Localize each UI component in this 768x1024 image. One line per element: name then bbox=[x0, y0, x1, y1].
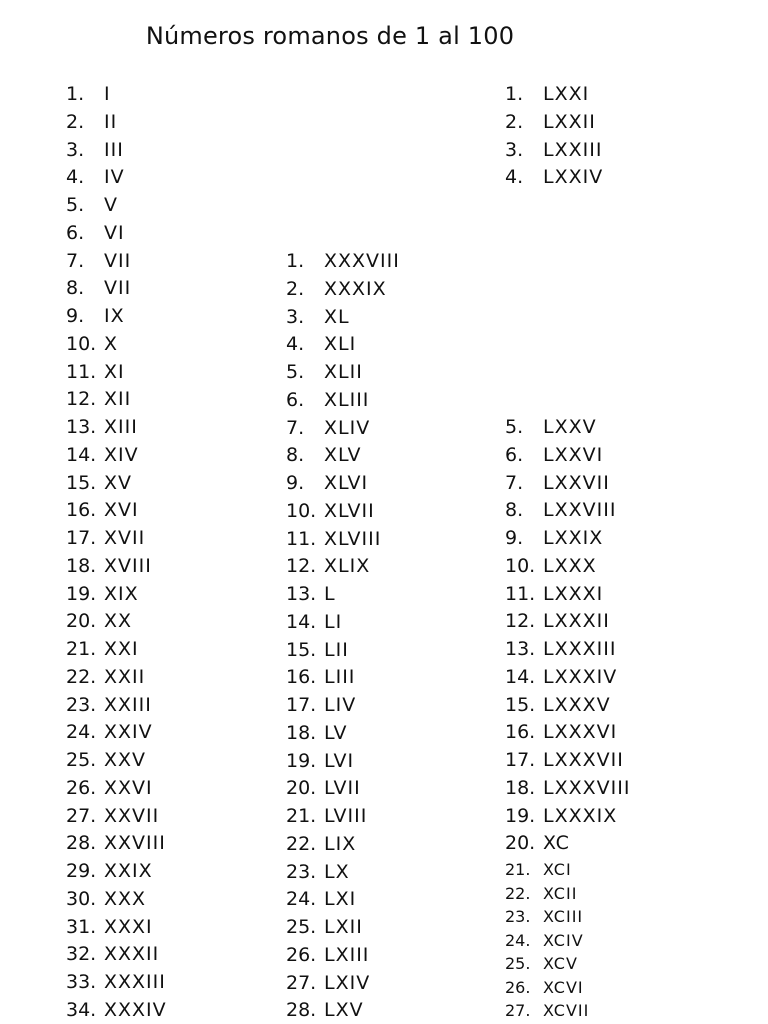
roman-numeral: XC bbox=[543, 832, 570, 855]
roman-numeral: XXXIX bbox=[324, 277, 387, 300]
list-item bbox=[286, 941, 369, 969]
roman-numeral: LXV bbox=[324, 999, 364, 1022]
list-item bbox=[505, 999, 589, 1022]
list-item bbox=[286, 552, 370, 580]
item-number: 23. bbox=[505, 907, 531, 926]
list-item bbox=[66, 163, 125, 191]
list-item bbox=[286, 636, 349, 664]
list-item bbox=[66, 635, 139, 663]
roman-numeral: XLIX bbox=[324, 555, 371, 578]
item-number: 19. bbox=[66, 582, 97, 605]
list-item bbox=[286, 386, 369, 414]
roman-numeral: LVIII bbox=[324, 805, 368, 827]
list-item bbox=[505, 718, 617, 746]
item-number: 16. bbox=[286, 666, 317, 689]
list-item bbox=[66, 774, 153, 802]
roman-numeral: VII bbox=[104, 277, 132, 300]
roman-numeral: LXXX bbox=[543, 554, 597, 577]
list-item bbox=[286, 885, 356, 913]
roman-numeral: XXIV bbox=[104, 721, 153, 744]
list-item bbox=[66, 247, 131, 275]
roman-numeral: LXXVIII bbox=[543, 499, 617, 522]
roman-numeral: LXXIV bbox=[543, 166, 604, 189]
list-item bbox=[505, 108, 596, 136]
item-number: 16. bbox=[505, 721, 536, 744]
list-item bbox=[66, 496, 139, 524]
list-item bbox=[66, 191, 118, 219]
roman-numeral: VII bbox=[104, 249, 132, 272]
roman-numeral: LXXV bbox=[543, 416, 597, 438]
item-number: 8. bbox=[66, 277, 85, 300]
list-item bbox=[505, 952, 578, 975]
item-number: 6. bbox=[286, 388, 305, 411]
list-item bbox=[505, 580, 603, 608]
roman-numeral: LVII bbox=[324, 777, 361, 800]
item-number: 7. bbox=[505, 471, 524, 494]
roman-numeral: XLVIII bbox=[324, 527, 382, 550]
item-number: 18. bbox=[286, 721, 317, 744]
item-number: 34. bbox=[66, 998, 97, 1021]
roman-numeral: LIX bbox=[324, 832, 357, 855]
item-number: 6. bbox=[505, 443, 524, 466]
roman-numeral: LVI bbox=[324, 749, 355, 772]
item-number: 10. bbox=[66, 332, 97, 355]
item-number: 13. bbox=[66, 416, 97, 438]
roman-numeral: XXX bbox=[104, 887, 147, 910]
item-number: 30. bbox=[66, 887, 97, 910]
roman-numeral: III bbox=[104, 138, 124, 161]
roman-numeral: XXI bbox=[104, 638, 139, 660]
item-number: 1. bbox=[286, 250, 305, 272]
roman-numeral: II bbox=[104, 110, 118, 133]
item-number: 29. bbox=[66, 860, 97, 882]
roman-numeral: XL bbox=[324, 305, 350, 328]
list-item bbox=[66, 940, 159, 968]
item-number: 32. bbox=[66, 943, 97, 966]
item-number: 15. bbox=[286, 638, 317, 661]
item-number: 7. bbox=[66, 249, 85, 272]
list-item bbox=[505, 80, 589, 108]
list-item bbox=[66, 829, 166, 857]
list-item bbox=[66, 580, 139, 608]
item-number: 12. bbox=[66, 388, 97, 411]
list-item bbox=[505, 858, 572, 881]
roman-numeral: X bbox=[104, 332, 119, 355]
roman-numeral: LII bbox=[324, 638, 349, 661]
roman-numeral: LXXXIII bbox=[543, 638, 617, 660]
item-number: 9. bbox=[505, 527, 524, 549]
item-number: 4. bbox=[505, 166, 524, 189]
list-item bbox=[286, 858, 350, 886]
item-number: 4. bbox=[286, 333, 305, 356]
item-number: 24. bbox=[286, 888, 317, 911]
roman-numeral: IX bbox=[104, 305, 125, 327]
roman-numeral: LXXXV bbox=[543, 693, 611, 716]
list-item bbox=[286, 719, 348, 747]
list-item bbox=[505, 469, 610, 497]
item-number: 13. bbox=[505, 638, 536, 660]
list-item bbox=[66, 718, 153, 746]
roman-numeral: XLIV bbox=[324, 416, 371, 439]
list-item bbox=[66, 469, 132, 497]
item-number: 25. bbox=[505, 954, 531, 973]
item-number: 17. bbox=[66, 527, 97, 549]
list-item bbox=[66, 607, 132, 635]
item-number: 23. bbox=[286, 860, 317, 883]
list-item bbox=[66, 413, 138, 441]
roman-numeral: XLVII bbox=[324, 499, 375, 522]
item-number: 14. bbox=[286, 610, 317, 633]
roman-numeral: XCV bbox=[543, 954, 578, 973]
list-item bbox=[505, 976, 584, 999]
roman-numeral: LV bbox=[324, 721, 348, 744]
list-item bbox=[286, 663, 355, 691]
roman-numeral: XCVI bbox=[543, 977, 584, 997]
list-item bbox=[66, 885, 146, 913]
list-item bbox=[505, 441, 603, 469]
list-item bbox=[66, 330, 118, 358]
item-number: 22. bbox=[286, 832, 317, 855]
list-item bbox=[505, 663, 617, 691]
roman-numeral: XLI bbox=[324, 333, 357, 356]
roman-numeral: XXVII bbox=[104, 804, 160, 827]
list-item bbox=[286, 358, 363, 386]
roman-numeral: XLII bbox=[324, 361, 363, 383]
item-number: 22. bbox=[505, 883, 531, 903]
item-number: 5. bbox=[286, 361, 305, 383]
list-item bbox=[66, 441, 139, 469]
item-number: 28. bbox=[66, 832, 97, 855]
list-item bbox=[66, 663, 145, 691]
roman-numeral: LXXXII bbox=[543, 610, 610, 633]
item-number: 11. bbox=[286, 527, 317, 550]
roman-numeral: XCI bbox=[543, 860, 572, 879]
item-number: 1. bbox=[505, 83, 524, 105]
item-number: 10. bbox=[505, 554, 536, 577]
roman-numeral: LXXII bbox=[543, 110, 596, 133]
list-item bbox=[505, 635, 616, 663]
item-number: 9. bbox=[66, 305, 85, 327]
roman-numeral: XXIII bbox=[104, 693, 152, 716]
item-number: 6. bbox=[66, 221, 85, 244]
list-item bbox=[505, 413, 597, 441]
item-number: 25. bbox=[66, 749, 97, 771]
list-item bbox=[286, 608, 342, 636]
roman-numeral: LXXI bbox=[543, 83, 590, 105]
list-item bbox=[66, 913, 153, 941]
roman-numeral: LXI bbox=[324, 888, 357, 911]
roman-numeral: XIV bbox=[104, 443, 139, 466]
item-number: 11. bbox=[66, 360, 97, 383]
list-item bbox=[505, 774, 630, 802]
list-item bbox=[286, 330, 356, 358]
item-number: 8. bbox=[286, 444, 305, 467]
roman-numeral: XLVI bbox=[324, 472, 369, 494]
list-item bbox=[66, 80, 111, 108]
roman-numeral: XVII bbox=[104, 527, 146, 549]
item-number: 9. bbox=[286, 472, 305, 494]
item-number: 4. bbox=[66, 166, 85, 189]
item-number: 23. bbox=[66, 693, 97, 716]
item-number: 12. bbox=[505, 610, 536, 633]
list-item bbox=[66, 136, 124, 164]
list-item bbox=[505, 829, 570, 857]
roman-numeral: LXXXVI bbox=[543, 721, 618, 744]
roman-numeral: XXXIII bbox=[104, 971, 166, 993]
item-number: 17. bbox=[286, 694, 317, 716]
roman-numeral: LXXVI bbox=[543, 443, 604, 466]
roman-numeral: XCIV bbox=[543, 930, 584, 950]
item-number: 20. bbox=[66, 610, 97, 633]
list-item bbox=[66, 802, 159, 830]
list-item bbox=[66, 524, 145, 552]
roman-numeral: LXXVII bbox=[543, 471, 610, 494]
list-item bbox=[66, 385, 131, 413]
item-number: 2. bbox=[66, 110, 85, 133]
roman-numeral: XXV bbox=[104, 749, 147, 771]
roman-numeral: XCIII bbox=[543, 907, 584, 926]
list-item bbox=[66, 857, 153, 885]
item-number: 15. bbox=[66, 471, 97, 494]
list-item bbox=[286, 497, 375, 525]
roman-numeral: LXXXIV bbox=[543, 665, 618, 688]
list-item bbox=[286, 830, 356, 858]
item-number: 8. bbox=[505, 499, 524, 522]
item-number: 15. bbox=[505, 693, 536, 716]
list-item bbox=[505, 607, 610, 635]
item-number: 10. bbox=[286, 499, 317, 522]
item-number: 27. bbox=[66, 804, 97, 827]
roman-numeral: LXIV bbox=[324, 971, 371, 994]
list-item bbox=[286, 441, 362, 469]
list-item bbox=[286, 996, 364, 1024]
list-item bbox=[505, 136, 602, 164]
roman-numeral: XCVII bbox=[543, 1001, 590, 1020]
item-number: 26. bbox=[66, 776, 97, 799]
list-item bbox=[66, 358, 125, 386]
roman-numeral: VI bbox=[104, 221, 125, 244]
list-item bbox=[66, 968, 166, 996]
roman-numeral: XXXVIII bbox=[324, 250, 400, 272]
item-number: 26. bbox=[286, 943, 317, 966]
roman-numeral: XVI bbox=[104, 499, 139, 522]
roman-numeral: XLV bbox=[324, 444, 362, 467]
roman-numeral: XXVI bbox=[104, 776, 153, 799]
list-item bbox=[286, 580, 336, 608]
roman-numeral: LXXIII bbox=[543, 138, 603, 161]
list-item bbox=[286, 303, 350, 331]
item-number: 19. bbox=[286, 749, 317, 772]
list-item bbox=[66, 552, 152, 580]
list-item bbox=[505, 524, 603, 552]
item-number: 18. bbox=[66, 554, 97, 577]
page-title: Números romanos de 1 al 100 bbox=[145, 22, 515, 50]
item-number: 21. bbox=[66, 638, 97, 660]
item-number: 1. bbox=[66, 83, 85, 105]
list-item bbox=[286, 525, 381, 553]
roman-numeral: V bbox=[104, 194, 118, 216]
roman-numeral: XXIX bbox=[104, 860, 153, 882]
list-item bbox=[286, 969, 370, 997]
list-item bbox=[505, 802, 617, 830]
item-number: 20. bbox=[505, 832, 536, 855]
item-number: 7. bbox=[286, 416, 305, 439]
item-number: 13. bbox=[286, 583, 317, 605]
list-item bbox=[286, 774, 361, 802]
roman-numeral: I bbox=[104, 83, 111, 105]
item-number: 27. bbox=[286, 971, 317, 994]
list-item bbox=[66, 219, 125, 247]
item-number: 25. bbox=[286, 916, 317, 938]
item-number: 19. bbox=[505, 804, 536, 827]
roman-numeral: XCII bbox=[543, 883, 578, 903]
roman-numeral: XI bbox=[104, 360, 125, 383]
item-number: 14. bbox=[66, 443, 97, 466]
item-number: 5. bbox=[505, 416, 524, 438]
item-number: 20. bbox=[286, 777, 317, 800]
item-number: 16. bbox=[66, 499, 97, 522]
item-number: 3. bbox=[286, 305, 305, 328]
list-item bbox=[286, 747, 354, 775]
item-number: 3. bbox=[66, 138, 85, 161]
roman-numeral: IV bbox=[104, 166, 125, 189]
list-item bbox=[66, 691, 152, 719]
roman-numeral: XXII bbox=[104, 665, 146, 688]
item-number: 22. bbox=[66, 665, 97, 688]
list-item bbox=[286, 469, 368, 497]
roman-numeral: XIX bbox=[104, 582, 139, 605]
roman-numeral: XXXI bbox=[104, 915, 153, 938]
list-item bbox=[66, 108, 117, 136]
roman-numeral: LXIII bbox=[324, 943, 370, 966]
item-number: 14. bbox=[505, 665, 536, 688]
list-item bbox=[505, 746, 624, 774]
list-item bbox=[66, 274, 131, 302]
item-number: 21. bbox=[505, 860, 531, 879]
list-item bbox=[66, 302, 125, 330]
item-number: 24. bbox=[505, 930, 531, 950]
list-item bbox=[286, 691, 356, 719]
roman-numeral: LX bbox=[324, 860, 350, 883]
list-item bbox=[505, 552, 597, 580]
roman-numeral: XXXII bbox=[104, 943, 160, 966]
item-number: 28. bbox=[286, 999, 317, 1022]
roman-numeral: XV bbox=[104, 471, 133, 494]
list-item bbox=[286, 275, 387, 303]
item-number: 17. bbox=[505, 749, 536, 771]
item-number: 24. bbox=[66, 721, 97, 744]
roman-numeral: LXXIX bbox=[543, 527, 604, 549]
list-item bbox=[286, 247, 400, 275]
item-number: 2. bbox=[505, 110, 524, 133]
list-item bbox=[66, 996, 167, 1024]
list-item bbox=[505, 496, 616, 524]
list-item bbox=[505, 929, 584, 952]
item-number: 26. bbox=[505, 977, 531, 997]
item-number: 33. bbox=[66, 971, 97, 993]
roman-numeral: XXXIV bbox=[104, 998, 167, 1021]
item-number: 3. bbox=[505, 138, 524, 161]
item-number: 31. bbox=[66, 915, 97, 938]
list-item bbox=[505, 691, 611, 719]
roman-numeral: XX bbox=[104, 610, 133, 633]
roman-numeral: LI bbox=[324, 610, 343, 633]
list-item bbox=[286, 802, 367, 830]
list-item bbox=[505, 882, 577, 905]
roman-numeral: XIII bbox=[104, 416, 138, 438]
list-item bbox=[286, 913, 363, 941]
roman-numeral: LXXXVIII bbox=[543, 776, 631, 799]
roman-numeral: LXXXIX bbox=[543, 804, 618, 827]
roman-numeral: LIII bbox=[324, 666, 356, 689]
list-item bbox=[505, 163, 603, 191]
item-number: 12. bbox=[286, 555, 317, 578]
item-number: 2. bbox=[286, 277, 305, 300]
item-number: 11. bbox=[505, 582, 536, 605]
roman-numeral: XII bbox=[104, 388, 132, 411]
roman-numeral: XLIII bbox=[324, 388, 370, 411]
item-number: 21. bbox=[286, 805, 317, 827]
roman-numeral: LXXXVII bbox=[543, 749, 624, 771]
roman-numeral: XXVIII bbox=[104, 832, 166, 855]
roman-numeral: LXXXI bbox=[543, 582, 604, 605]
item-number: 18. bbox=[505, 776, 536, 799]
roman-numeral: LXII bbox=[324, 916, 363, 938]
list-item bbox=[286, 414, 370, 442]
list-item bbox=[66, 746, 146, 774]
roman-numeral: LIV bbox=[324, 694, 357, 716]
item-number: 27. bbox=[505, 1001, 531, 1020]
roman-numeral: XVIII bbox=[104, 554, 152, 577]
list-item bbox=[505, 905, 583, 928]
roman-numeral: L bbox=[324, 583, 336, 605]
item-number: 5. bbox=[66, 194, 85, 216]
